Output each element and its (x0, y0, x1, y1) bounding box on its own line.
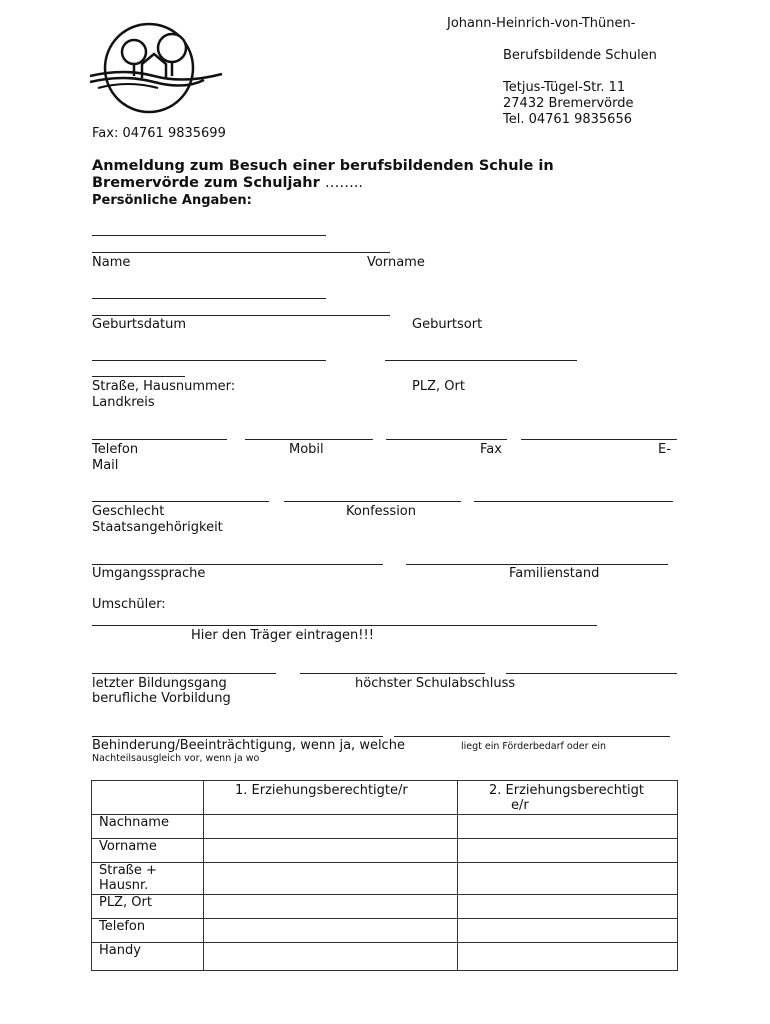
name-line-1[interactable] (92, 235, 326, 236)
language-line[interactable] (92, 564, 383, 565)
support-line[interactable] (394, 736, 670, 737)
label-familienstand: Familienstand (509, 566, 600, 581)
row-label-handy: Handy (92, 943, 204, 971)
col-guardian-1: 1. Erziehungsberechtigte/r (204, 781, 458, 815)
cell-telefon-2[interactable] (458, 919, 678, 943)
label-umgangssprache: Umgangssprache (92, 566, 206, 581)
label-vorname: Vorname (367, 255, 425, 270)
guardian-table (91, 780, 678, 971)
table-row (92, 781, 678, 815)
table-row (92, 943, 678, 971)
traeger-hint: Hier den Träger eintragen!!! (191, 628, 374, 643)
plz-line[interactable] (385, 360, 577, 361)
label-name: Name (92, 255, 131, 270)
school-year-blank[interactable]: …….. (324, 175, 364, 191)
school-name-line2: Berufsbildende Schulen (503, 48, 657, 63)
cell-vorname-2[interactable] (458, 839, 678, 863)
cell-plz-1[interactable] (204, 895, 458, 919)
table-row (92, 863, 678, 895)
school-logo (84, 18, 224, 118)
label-fax: Fax (480, 442, 502, 457)
education-line[interactable] (92, 673, 276, 674)
label-vorbildung: berufliche Vorbildung (92, 691, 231, 706)
birthdate-line-1[interactable] (92, 298, 326, 299)
row-label-telefon: Telefon (92, 919, 204, 943)
row-label-strasse-a: Straße + (99, 863, 157, 878)
cell-strasse-1[interactable] (204, 863, 458, 895)
cell-strasse-2[interactable] (458, 863, 678, 895)
label-foerder-a: liegt ein Förderbedarf oder ein (461, 741, 606, 752)
confession-line[interactable] (284, 501, 461, 502)
label-staatsangehoerigkeit: Staatsangehörigkeit (92, 520, 223, 535)
row-label-nachname: Nachname (92, 815, 204, 839)
vocational-line[interactable] (506, 673, 677, 674)
table-corner (92, 781, 204, 815)
birthdate-line-2[interactable] (92, 315, 390, 316)
table-row (92, 895, 678, 919)
table-row (92, 839, 678, 863)
title-line2: Bremervörde zum Schuljahr (92, 175, 320, 191)
row-label-plz: PLZ, Ort (92, 895, 204, 919)
cell-telefon-1[interactable] (204, 919, 458, 943)
label-landkreis: Landkreis (92, 395, 155, 410)
label-umschueler: Umschüler: (92, 597, 166, 612)
marital-status-line[interactable] (406, 564, 668, 565)
fax-line[interactable] (386, 439, 507, 440)
umschueler-line[interactable] (92, 625, 597, 626)
row-label-strasse-b: Hausnr. (99, 878, 149, 893)
section-heading: Persönliche Angaben: (92, 193, 252, 208)
label-geburtsort: Geburtsort (412, 317, 483, 332)
school-street: Tetjus-Tügel-Str. 11 (503, 80, 626, 95)
label-telefon: Telefon (92, 442, 139, 457)
label-schulabschluss: höchster Schulabschluss (355, 676, 516, 691)
phone-line[interactable] (92, 439, 227, 440)
cell-plz-2[interactable] (458, 895, 678, 919)
label-geburtsdatum: Geburtsdatum (92, 317, 186, 332)
label-plz-ort: PLZ, Ort (412, 379, 465, 394)
cell-nachname-1[interactable] (204, 815, 458, 839)
label-geschlecht: Geschlecht (92, 504, 165, 519)
school-phone: Tel. 04761 9835656 (503, 112, 632, 127)
cell-handy-1[interactable] (204, 943, 458, 971)
mobile-line[interactable] (245, 439, 373, 440)
school-fax: Fax: 04761 9835699 (92, 126, 226, 141)
label-konfession: Konfession (346, 504, 416, 519)
nationality-line[interactable] (474, 501, 673, 502)
cell-nachname-2[interactable] (458, 815, 678, 839)
label-behinderung: Behinderung/Beeinträchtigung, wenn ja, welche (92, 738, 405, 753)
degree-line[interactable] (300, 673, 485, 674)
label-email-b: Mail (92, 458, 119, 473)
gender-line[interactable] (92, 501, 269, 502)
street-line[interactable] (92, 360, 326, 361)
col-guardian-2-a: 2. Erziehungsberechtigt (489, 783, 645, 798)
label-mobil: Mobil (289, 442, 324, 457)
school-city: 27432 Bremervörde (503, 96, 634, 111)
label-foerder-b: Nachteilsausgleich vor, wenn ja wo (92, 753, 260, 764)
landkreis-line[interactable] (92, 376, 185, 377)
school-address (447, 16, 657, 128)
email-line[interactable] (521, 439, 677, 440)
table-row (92, 815, 678, 839)
col-guardian-2-b: e/r (511, 798, 529, 813)
form-title (92, 158, 554, 192)
table-row (92, 919, 678, 943)
label-bildungsgang: letzter Bildungsgang (92, 676, 227, 691)
cell-handy-2[interactable] (458, 943, 678, 971)
row-label-strasse (92, 863, 204, 895)
col-guardian-2 (458, 781, 678, 815)
cell-vorname-1[interactable] (204, 839, 458, 863)
school-name-line1: Johann-Heinrich-von-Thünen- (447, 16, 636, 31)
label-strasse: Straße, Hausnummer: (92, 379, 236, 394)
row-label-vorname: Vorname (92, 839, 204, 863)
name-line-2[interactable] (92, 252, 390, 253)
title-line1: Anmeldung zum Besuch einer berufsbildenden Schule in (92, 158, 554, 174)
label-email-a: E- (658, 442, 671, 457)
disability-line[interactable] (92, 736, 383, 737)
